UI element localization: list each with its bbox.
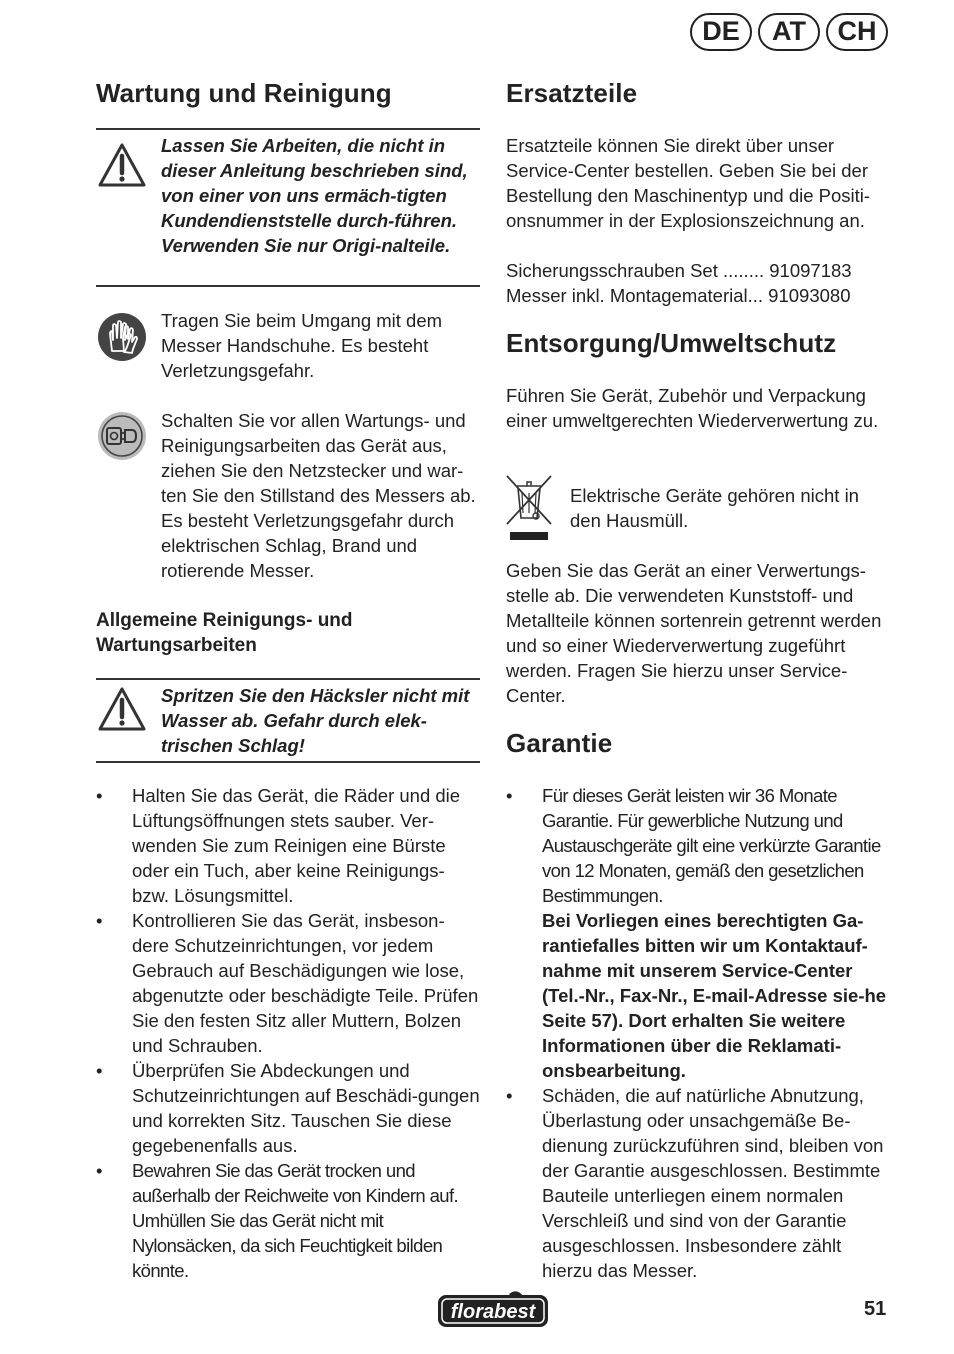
badge-de: DE [690,13,752,51]
gloves-instruction: Tragen Sie beim Umgang mit dem Messer Handschuhe. Es besteht Verletzungsgefahr. [161,310,443,381]
country-badges [690,13,888,51]
weee-bin-icon [504,474,554,542]
warning-text-1: Lassen Sie Arbeiten, die nicht in dieser Anleitung beschrieben sind, von einer von uns ermäch-tigten Kundendienststelle durch-führen. Verwenden Sie nur Origi-nalteile. [161,135,468,256]
warranty-text-bold: Bei Vorliegen eines berechtigten Ga-rantiefalles bitten wir um Kontaktauf-nahme mit unserem Service-Center (Tel.-Nr., Fax-Nr., E-mail-Adresse sie-he Seite 57). Dort erhalten Sie weitere Informationen über die Reklamati-onsbearbeitung. [542,910,887,1081]
disposal-text: Führen Sie Gerät, Zubehör und Verpackung einer umweltgerechten Wiederverwertung zu. [506,385,879,431]
maintenance-list [96,783,480,1283]
section-title-maintenance: Wartung und Reinigung [96,78,392,108]
section-title-warranty: Garantie [506,728,613,758]
gloves-icon [97,312,147,362]
brand-name: florabest [450,1301,536,1323]
section-title-disposal: Entsorgung/Umweltschutz [506,328,837,358]
divider [96,678,480,680]
spare-part-line-1: Sicherungsschrauben Set ........ 91097183 [506,260,852,281]
warning-icon [97,686,147,732]
list-item: • Schäden, die auf natürliche Abnutzung, Überlastung oder unsachgemäße Be-dienung zurückzuführen sind, bleiben von der Garantie ausgeschlossen. Bestimmte Bauteile unterliegen einem normalen Verschleiß und sind von der Garantie ausgeschlossen. Insbesondere zählt hierzu das Messer. [506,1083,896,1283]
page-number: 51 [864,1298,887,1320]
list-item: • Kontrollieren Sie das Gerät, insbeson-dere Schutzeinrichtungen, vor jedem Gebrauch auf Beschädigungen wie lose, abgenutzte oder beschädigte Teile. Prüfen Sie den festen Sitz aller Muttern, Bolzen und Schrauben. [96,908,480,1058]
divider [96,128,480,130]
divider [96,761,480,763]
warranty-list [506,783,896,1283]
badge-at: AT [758,13,820,51]
badge-ch: CH [826,13,888,51]
disposal-text-2: Geben Sie das Gerät an einer Verwertungs-stelle ab. Die verwendeten Kunststoff- und Metallteile können sortenrein getrennt werden und so einer Wiederverwertung zugeführt werden. Fragen Sie hierzu unser Service-Center. [506,560,882,706]
warning-text-2: Spritzen Sie den Häcksler nicht mit Wasser ab. Gefahr durch elek-trischen Schlag! [161,685,470,756]
list-item: • Bewahren Sie das Gerät trocken und außerhalb der Reichweite von Kindern auf. Umhüllen Sie das Gerät nicht mit Nylonsäcken, da sich Feuchtigkeit bilden könnte. [96,1158,480,1283]
divider [96,285,480,287]
section-title-spare-parts: Ersatzteile [506,78,638,108]
list-item [506,783,896,1083]
unplug-instruction: Schalten Sie vor allen Wartungs- und Reinigungsarbeiten das Gerät aus, ziehen Sie den Netzstecker und war-ten Sie den Stillstand des Messers ab. Es besteht Verletzungsgefahr durch elektrischen Schlag, Brand und rotierende Messer. [161,410,476,581]
weee-text: Elektrische Geräte gehören nicht in den Hausmüll. [570,485,859,531]
unplug-icon [97,411,147,461]
florabest-logo [437,1290,549,1328]
warning-icon [97,142,147,188]
list-item: • Halten Sie das Gerät, die Räder und die Lüftungsöffnungen stets sauber. Ver-wenden Sie zum Reinigen eine Bürste oder ein Tuch, aber keine Reinigungs- bzw. Lösungsmittel. [96,783,480,908]
spare-parts-text: Ersatzteile können Sie direkt über unser Service-Center bestellen. Geben Sie bei der Bestellung den Maschinentyp und die Positi-onsnummer in der Explosionszeichnung an. [506,135,871,231]
list-item: • Überprüfen Sie Abdeckungen und Schutzeinrichtungen auf Beschädi-gungen und korrekten Sitz. Tauschen Sie diese gegebenenfalls aus. [96,1058,480,1158]
spare-part-line-2: Messer inkl. Montagematerial... 91093080 [506,285,851,306]
subheading-general-maintenance: Allgemeine Reinigungs- und Wartungsarbeiten [96,610,353,656]
warranty-text-1: Für dieses Gerät leisten wir 36 Monate Garantie. Für gewerbliche Nutzung und Austauschgeräte gilt eine verkürzte Garantie von 12 Monaten, gemäß den gesetzlichen Bestimmungen. [542,785,881,906]
